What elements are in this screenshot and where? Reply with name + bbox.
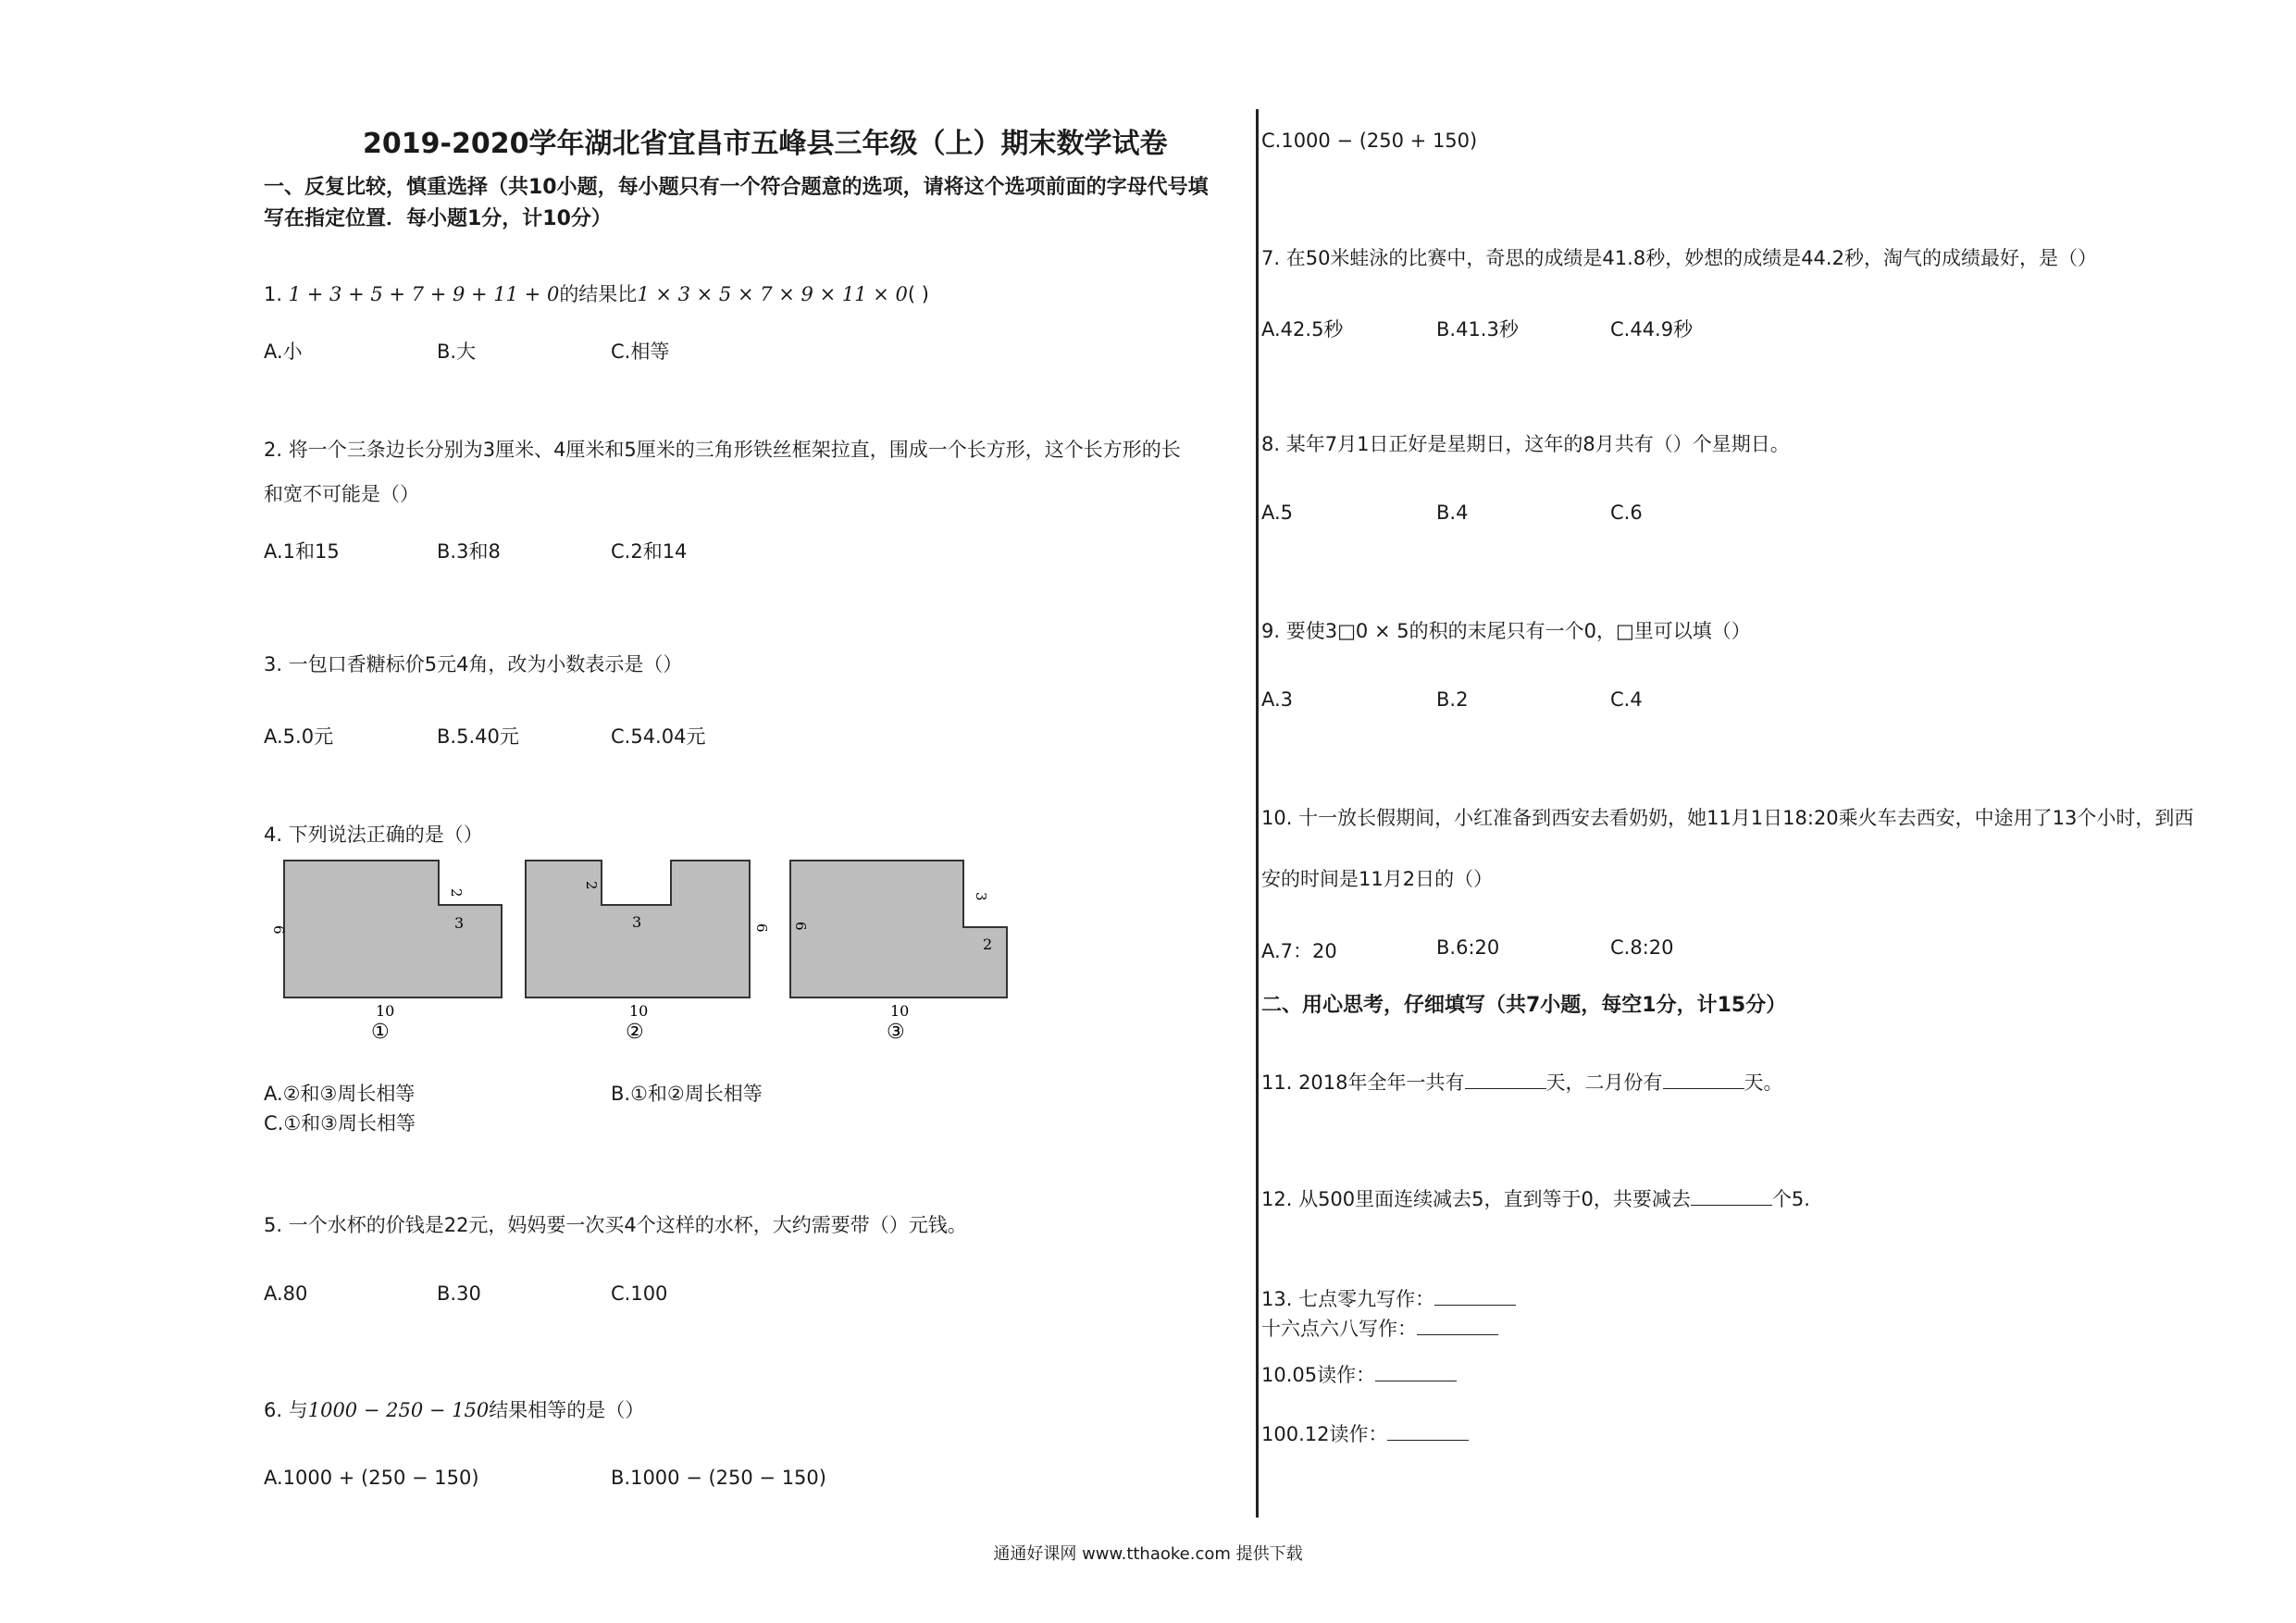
q1-middle-text: 的结果比 — [559, 283, 638, 305]
q13-line1 — [1261, 1284, 1516, 1312]
q4-figure-1 — [268, 861, 509, 1046]
q1-end: ( ) — [907, 283, 929, 305]
figure-3-number: ③ — [887, 1021, 905, 1044]
figure-3-label-notch-v: 3 — [973, 892, 989, 901]
figure-3-label-left: 6 — [792, 922, 809, 931]
q3-option-b: B.5.40元 — [437, 725, 519, 748]
q1-expression-1: 1 + 3 + 5 + 7 + 9 + 11 + 0 — [288, 283, 560, 305]
q13-blank-1[interactable] — [1434, 1288, 1516, 1306]
q8-option-b: B.4 — [1436, 502, 1469, 524]
figure-2-label-right: 6 — [753, 923, 770, 933]
q12-text-b: 个5. — [1771, 1188, 1810, 1210]
q5-option-a: A.80 — [264, 1282, 308, 1305]
q6-option-c: C.1000 − (250 + 150) — [1261, 130, 1478, 152]
question-6 — [264, 1395, 644, 1423]
figure-1-label-left: 6 — [270, 925, 287, 935]
figure-3-label-bottom: 10 — [890, 1002, 910, 1020]
page-footer: 通通好课网 www.tthaoke.com 提供下载 — [993, 1544, 1303, 1564]
q6-expression: 1000 − 250 − 150 — [307, 1399, 490, 1421]
q4-option-a: A.②和③周长相等 — [264, 1083, 416, 1105]
q1-expression-2: 1 × 3 × 5 × 7 × 9 × 11 × 0 — [637, 283, 908, 305]
q2-line2: 和宽不可能是（） — [264, 483, 419, 505]
q9-option-b: B.2 — [1436, 688, 1469, 711]
q8-text: 8. 某年7月1日正好是星期日，这年的8月共有（）个星期日。 — [1261, 433, 1790, 455]
q8-option-c: C.6 — [1610, 502, 1643, 524]
q3-text: 3. 一包口香糖标价5元4角，改为小数表示是（） — [264, 653, 683, 675]
q10-option-a: A.7：20 — [1261, 940, 1337, 962]
q1-number: 1. — [264, 283, 283, 305]
q2-line1: 2. 将一个三条边长分别为3厘米、4厘米和5厘米的三角形铁丝框架拉直，围成一个长方形，这个长方形的长 — [264, 439, 1181, 461]
figure-2-number: ② — [626, 1021, 644, 1044]
q10-option-b: B.6:20 — [1436, 936, 1500, 959]
figure-1-label-notch-h: 3 — [454, 914, 465, 932]
q12-text-a: 12. 从500里面连续减去5，直到等于0，共要减去 — [1261, 1188, 1691, 1210]
q13-blank-4[interactable] — [1387, 1423, 1469, 1441]
q10-option-c: C.8:20 — [1610, 936, 1674, 959]
q11-blank-2[interactable] — [1663, 1072, 1744, 1089]
q4-option-b: B.①和②周长相等 — [611, 1083, 763, 1105]
q5-option-b: B.30 — [437, 1282, 481, 1305]
q7-option-c: C.44.9秒 — [1610, 318, 1694, 341]
q6-option-b: B.1000 − (250 − 150) — [611, 1467, 826, 1489]
q13-blank-3[interactable] — [1375, 1364, 1457, 1381]
q11-blank-1[interactable] — [1465, 1072, 1546, 1089]
q5-text: 5. 一个水杯的价钱是22元，妈妈要一次买4个这样的水杯，大约需要带（）元钱。 — [264, 1214, 967, 1236]
section2-heading: 二、用心思考，仔细填写（共7小题，每空1分，计15分） — [1261, 994, 1787, 1017]
q9-option-a: A.3 — [1261, 688, 1294, 711]
q7-option-b: B.41.3秒 — [1436, 318, 1519, 341]
q7-text: 7. 在50米蛙泳的比赛中，奇思的成绩是41.8秒，妙想的成绩是44.2秒，淘气的成绩最好，是（） — [1261, 247, 2097, 269]
q13-blank-2[interactable] — [1417, 1318, 1498, 1335]
figure-1-shape — [284, 861, 502, 997]
q9-text: 9. 要使3□0 × 5的积的末尾只有一个0，□里可以填（） — [1261, 620, 1751, 642]
q8-option-a: A.5 — [1261, 502, 1294, 524]
question-1 — [264, 279, 929, 307]
q3-option-c: C.54.04元 — [611, 725, 706, 748]
q10-line2: 安的时间是11月2日的（） — [1261, 868, 1494, 890]
q11-text-b: 天，二月份有 — [1545, 1072, 1663, 1094]
q4-figure-3 — [779, 861, 1020, 1046]
q1-option-a: A.小 — [264, 341, 303, 363]
page-title: 2019-2020学年湖北省宜昌市五峰县三年级（上）期末数学试卷 — [363, 128, 1168, 160]
section1-heading-line2: 写在指定位置．每小题1分，计10分） — [264, 207, 612, 230]
q2-option-b: B.3和8 — [437, 540, 501, 563]
q5-option-c: C.100 — [611, 1282, 668, 1305]
q13-line2 — [1261, 1314, 1498, 1342]
q9-option-c: C.4 — [1610, 688, 1643, 711]
q12-blank[interactable] — [1691, 1188, 1772, 1206]
q7-option-a: A.42.5秒 — [1261, 318, 1344, 341]
q4-option-c: C.①和③周长相等 — [264, 1112, 416, 1134]
question-11 — [1261, 1068, 1783, 1096]
q2-option-a: A.1和15 — [264, 540, 340, 563]
q13-line3 — [1261, 1360, 1457, 1388]
figure-2-label-bottom: 10 — [629, 1002, 649, 1020]
q1-option-b: B.大 — [437, 341, 477, 363]
q10-line1: 10. 十一放长假期间，小红准备到西安去看奶奶，她11月1日18:20乘火车去西安，中途用了13个小时，到西 — [1261, 807, 2194, 829]
q1-option-c: C.相等 — [611, 341, 670, 363]
q6-option-a: A.1000 + (250 − 150) — [264, 1467, 479, 1489]
figure-1-label-notch-v: 2 — [448, 888, 465, 898]
q13-prompt-4: 100.12读作： — [1261, 1423, 1388, 1445]
figure-1-number: ① — [371, 1021, 390, 1044]
q6-number: 6. 与 — [264, 1399, 308, 1421]
figure-3-shape — [790, 861, 1007, 997]
q13-prompt-3: 10.05读作： — [1261, 1364, 1376, 1386]
right-column — [1259, 0, 2296, 1623]
question-12 — [1261, 1184, 1810, 1212]
q3-option-a: A.5.0元 — [264, 725, 334, 748]
q2-option-c: C.2和14 — [611, 540, 688, 563]
q11-text-a: 11. 2018年全年一共有 — [1261, 1072, 1465, 1094]
q11-text-c: 天。 — [1744, 1072, 1783, 1094]
q4-figure-2 — [518, 861, 768, 1046]
figure-3-label-notch-h: 2 — [983, 935, 993, 953]
figure-2-label-notch-h: 3 — [632, 913, 642, 931]
q13-line4 — [1261, 1419, 1469, 1447]
q13-prompt-1: 13. 七点零九写作： — [1261, 1288, 1435, 1310]
figure-1-label-bottom: 10 — [376, 1002, 395, 1020]
q4-text: 4. 下列说法正确的是（） — [264, 824, 483, 846]
section1-heading-line1: 一、反复比较，慎重选择（共10小题，每小题只有一个符合题意的选项，请将这个选项前面的字母代号填 — [264, 176, 1209, 199]
figure-2-label-notch-v: 2 — [583, 881, 600, 890]
q13-prompt-2: 十六点六八写作： — [1261, 1318, 1417, 1340]
q6-end: 结果相等的是（） — [489, 1399, 645, 1421]
